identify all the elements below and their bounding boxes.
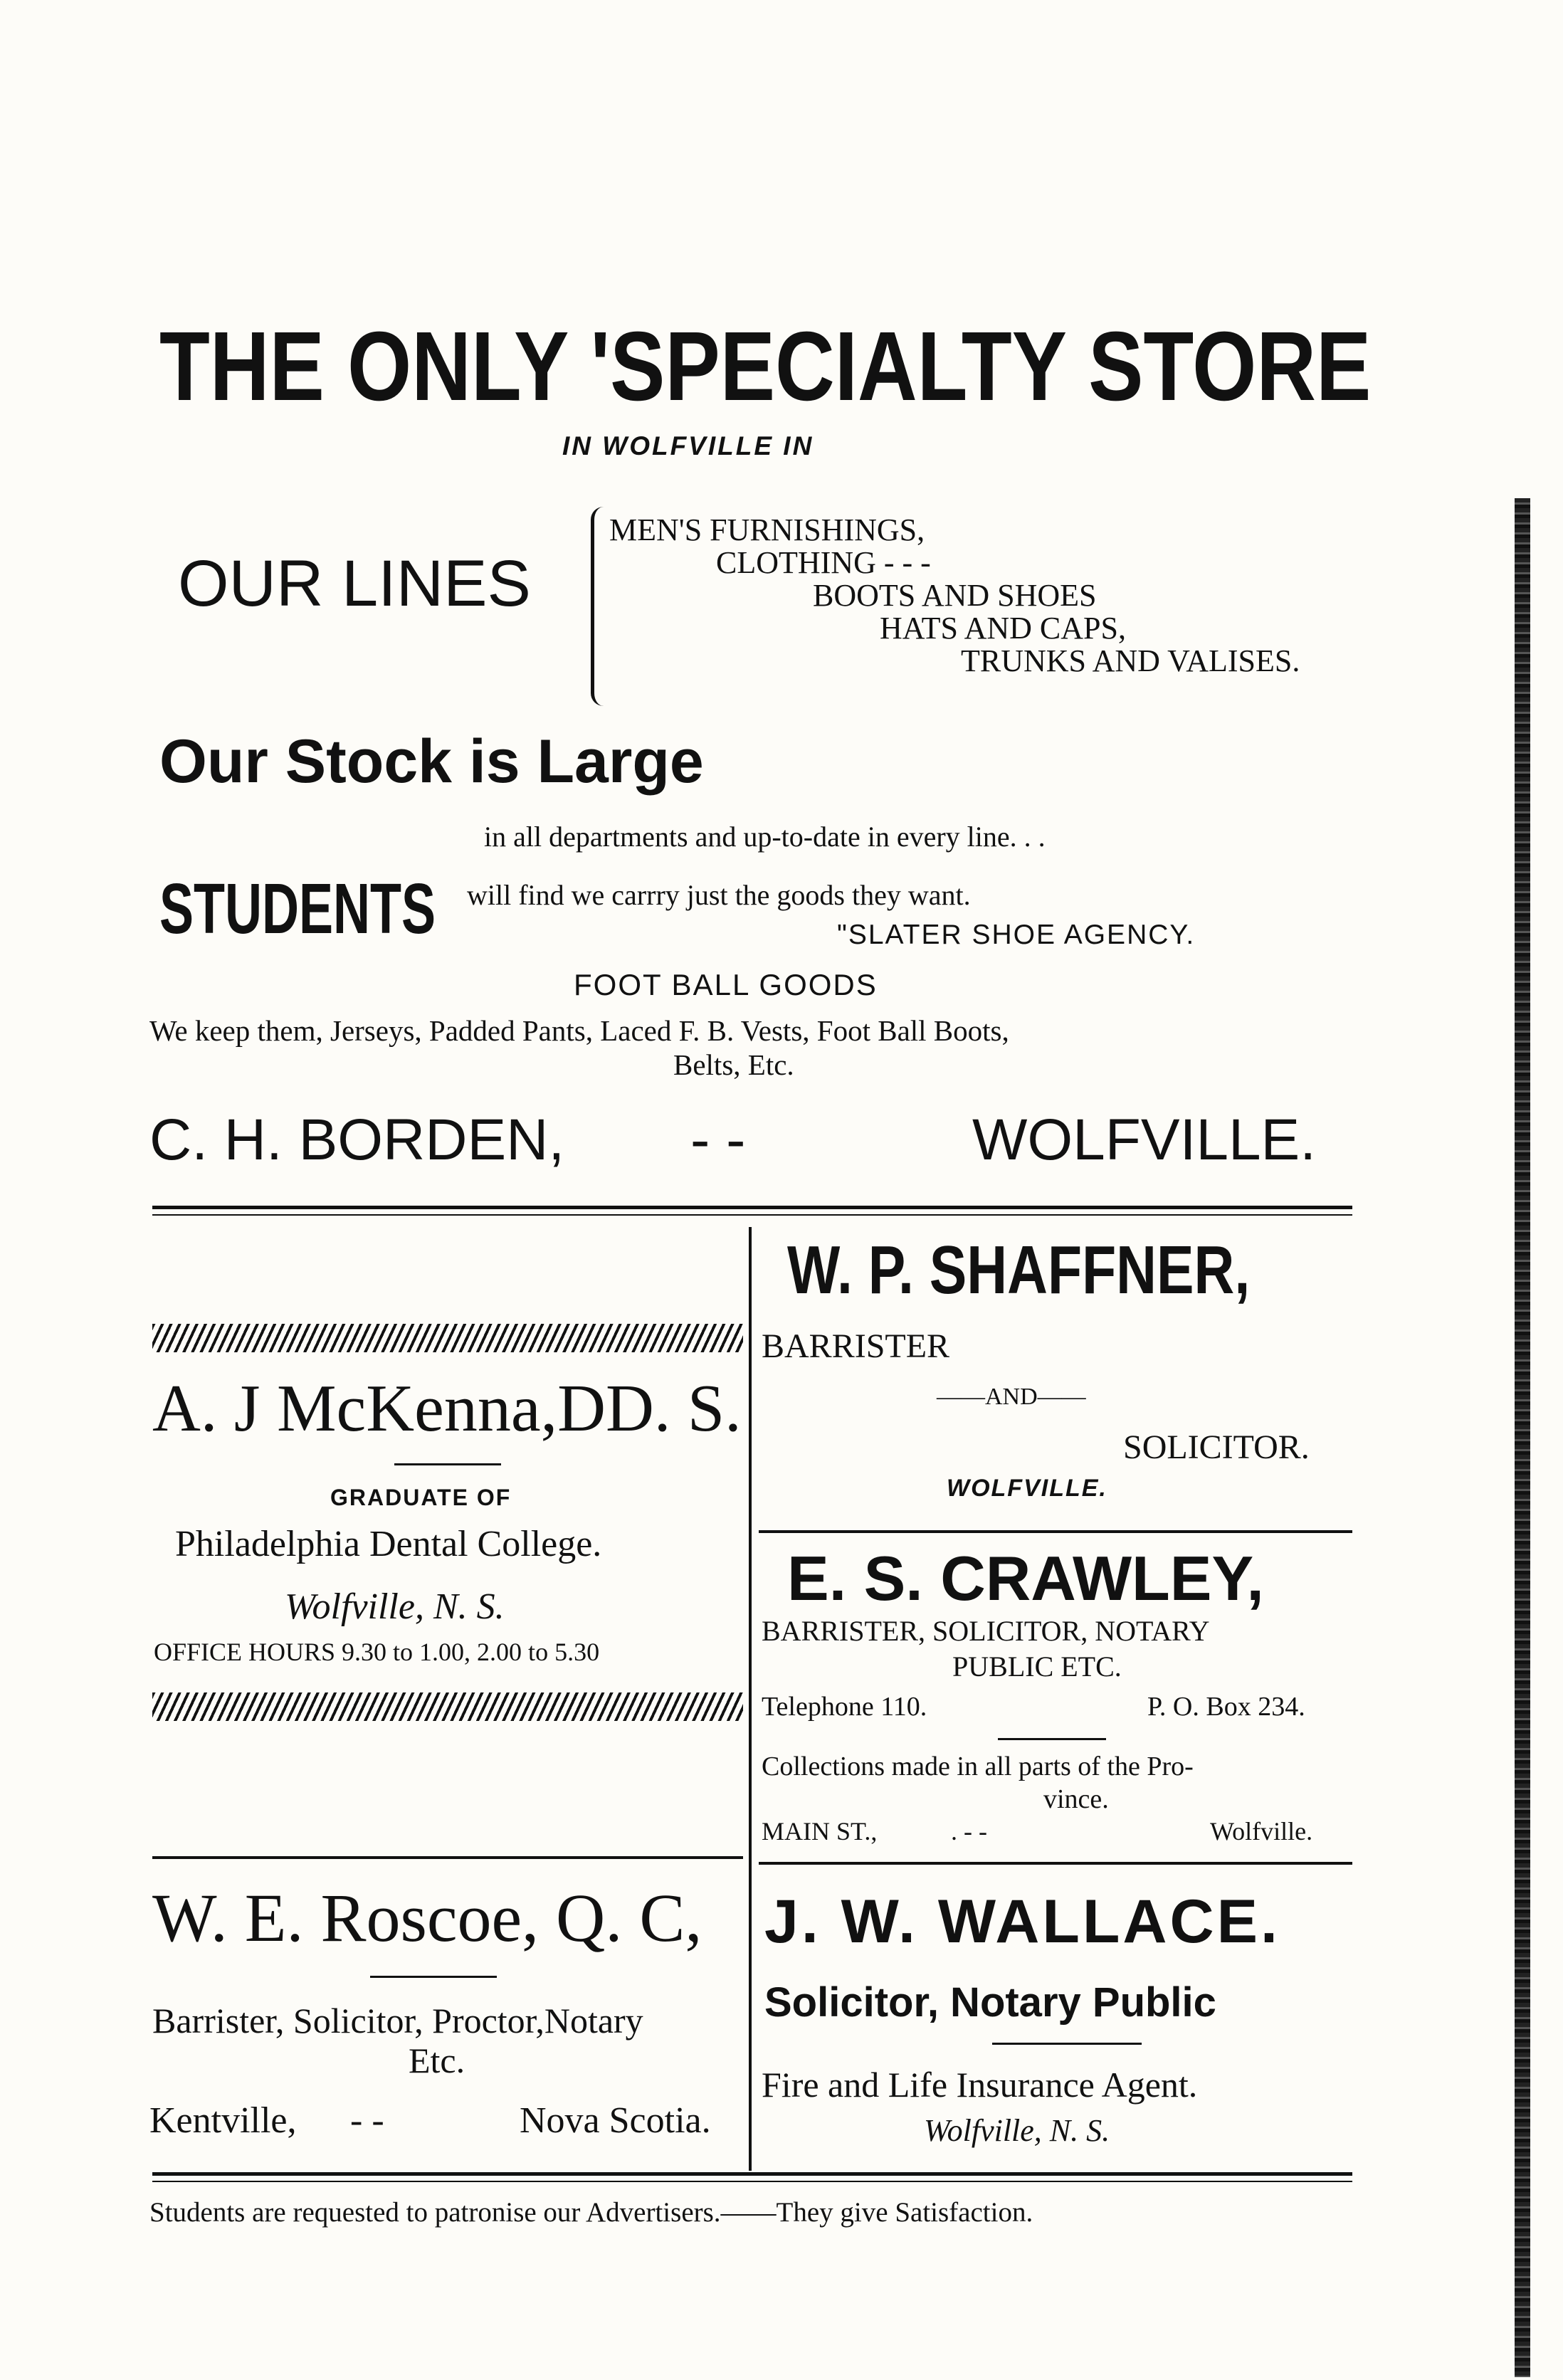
mckenna-town: Wolfville, N. S. — [285, 1586, 505, 1627]
borden-town: WOLFVILLE. — [972, 1107, 1317, 1172]
football-line: We keep them, Jerseys, Padded Pants, Laced F. B. Vests, Foot Ball Boots, — [149, 1014, 1009, 1047]
page-title: THE ONLY 'SPECIALTY STORE — [159, 312, 1372, 421]
wallace-town: Wolfville, N. S. — [924, 2113, 1110, 2148]
roscoe-province: Nova Scotia. — [520, 2100, 711, 2141]
shaffner-town: WOLFVILLE. — [947, 1475, 1107, 1502]
divider — [152, 1206, 1352, 1209]
divider — [152, 1214, 1352, 1216]
shaffner-title: SOLICITOR. — [1123, 1428, 1310, 1466]
borden-name: C. H. BORDEN, — [149, 1107, 565, 1172]
short-rule — [998, 1738, 1106, 1740]
football-line: Belts, Etc. — [673, 1048, 794, 1081]
divider — [152, 2181, 1352, 2182]
lines-item: CLOTHING - - - — [716, 545, 931, 580]
short-rule — [394, 1463, 501, 1465]
crawley-phone: Telephone 110. — [762, 1692, 927, 1722]
shaffner-title: BARRISTER — [762, 1327, 950, 1365]
short-rule — [370, 1976, 497, 1978]
brace — [591, 507, 609, 706]
crawley-titles: PUBLIC ETC. — [952, 1650, 1122, 1683]
stock-text: in all departments and up-to-date in every line. . . — [484, 821, 1046, 853]
short-rule — [992, 2043, 1142, 2045]
roscoe-dashes: - - — [350, 2100, 384, 2141]
footer-note: Students are requested to patronise our Advertisers.——They give Satisfaction. — [149, 2197, 1033, 2228]
page-edge — [1515, 498, 1530, 2377]
shaffner-name: W. P. SHAFFNER, — [787, 1232, 1251, 1308]
borden-dashes: - - — [690, 1107, 746, 1172]
students-text: will find we carrry just the goods they want. — [467, 879, 971, 911]
mckenna-hours: OFFICE HOURS 9.30 to 1.00, 2.00 to 5.30 — [154, 1638, 600, 1666]
wallace-name: J. W. WALLACE. — [764, 1887, 1280, 1956]
mckenna-graduate: GRADUATE OF — [330, 1485, 512, 1510]
lines-item: MEN'S FURNISHINGS, — [609, 512, 925, 547]
wallace-title: Solicitor, Notary Public — [764, 1979, 1216, 2026]
mckenna-name: A. J McKenna,DD. S. — [152, 1371, 742, 1446]
divider — [759, 1862, 1352, 1865]
shaffner-and: ——AND—— — [937, 1384, 1086, 1410]
ornament-border — [152, 1324, 743, 1352]
stock-heading: Our Stock is Large — [159, 727, 704, 796]
lines-item: TRUNKS AND VALISES. — [961, 643, 1300, 678]
crawley-name: E. S. CRAWLEY, — [787, 1543, 1264, 1613]
lines-item: HATS AND CAPS, — [880, 611, 1126, 646]
subtitle: IN WOLFVILLE IN — [562, 431, 814, 460]
divider — [759, 1530, 1352, 1533]
crawley-dashes: . - - — [951, 1817, 987, 1845]
students-label: STUDENTS — [159, 869, 436, 949]
column-divider — [749, 1227, 752, 2171]
ornament-border — [152, 1692, 743, 1721]
football-heading: FOOT BALL GOODS — [574, 968, 878, 1001]
wallace-insurance: Fire and Life Insurance Agent. — [762, 2065, 1198, 2105]
crawley-street: MAIN ST., — [762, 1817, 878, 1845]
crawley-collections: vince. — [1043, 1784, 1109, 1814]
lines-item: BOOTS AND SHOES — [813, 578, 1097, 613]
crawley-collections: Collections made in all parts of the Pro- — [762, 1752, 1194, 1781]
roscoe-town: Kentville, — [149, 2100, 297, 2141]
divider — [152, 1856, 743, 1859]
crawley-titles: BARRISTER, SOLICITOR, NOTARY — [762, 1615, 1210, 1647]
roscoe-etc: Etc. — [409, 2041, 465, 2080]
mckenna-college: Philadelphia Dental College. — [175, 1524, 602, 1564]
slater-agency: "SLATER SHOE AGENCY. — [837, 920, 1196, 950]
roscoe-titles: Barrister, Solicitor, Proctor,Notary — [152, 2001, 643, 2041]
divider — [152, 2172, 1352, 2176]
roscoe-name: W. E. Roscoe, Q. C, — [152, 1880, 702, 1956]
crawley-town: Wolfville. — [1210, 1817, 1313, 1845]
crawley-box: P. O. Box 234. — [1147, 1692, 1305, 1722]
our-lines-label: OUR LINES — [178, 547, 531, 620]
